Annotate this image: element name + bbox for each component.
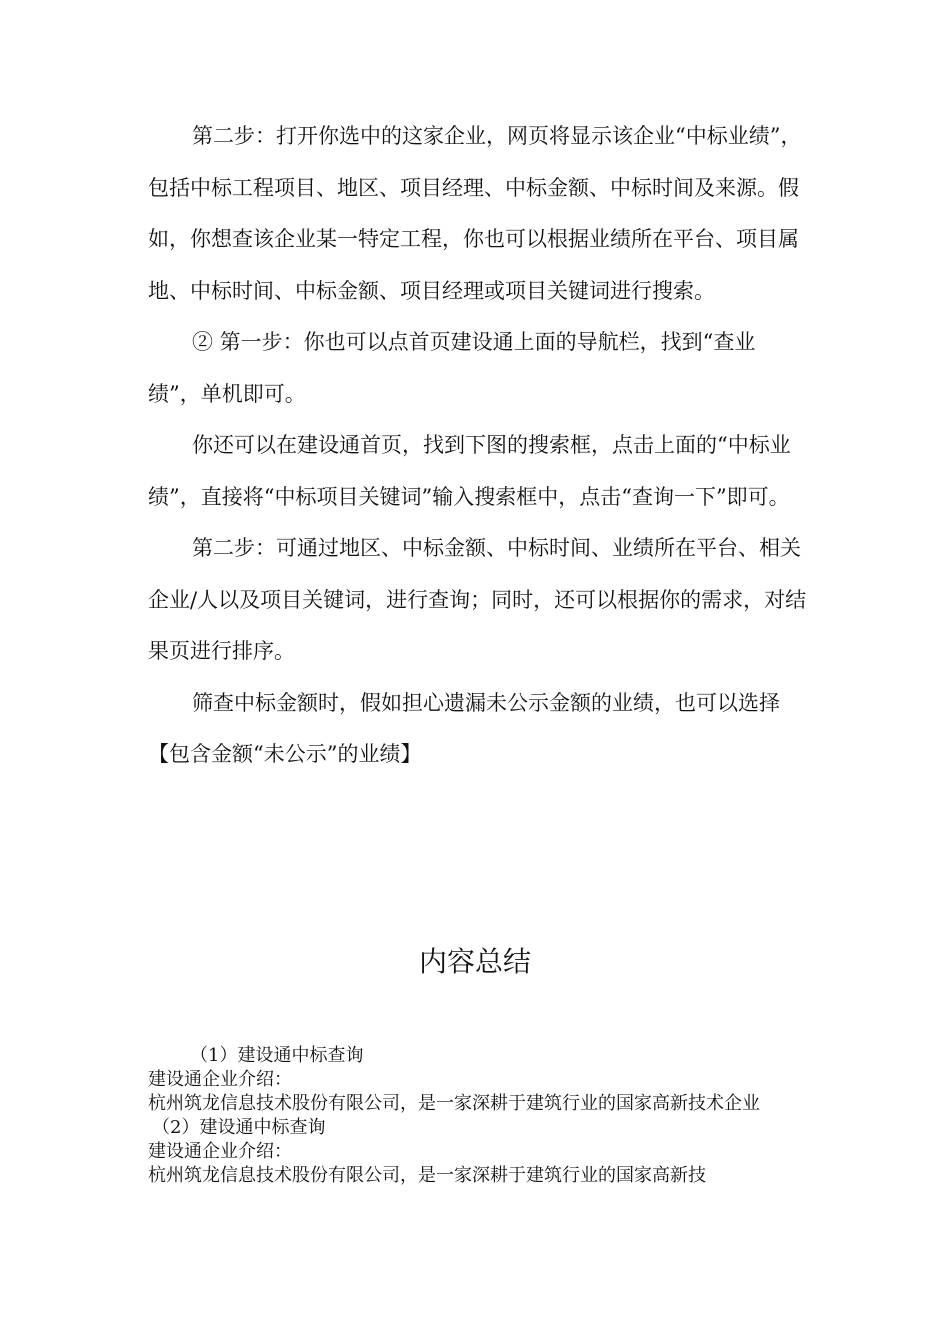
paragraph: 你还可以在建设通首页，找到下图的搜索框，点击上面的“中标业绩”，直接将“中标项目关键词”输入搜索框中，点击“查询一下”即可。: [148, 433, 791, 509]
summary-line: 建设通企业介绍：: [148, 1141, 292, 1162]
paragraph: ② 第一步：你也可以点首页建设通上面的导航栏，找到“查业绩”，单机即可。: [148, 330, 756, 406]
summary-line: （2）建设通中标查询: [152, 1117, 326, 1138]
summary-line: 杭州筑龙信息技术股份有限公司，是一家深耕于建筑行业的国家高新技术企业: [148, 1093, 760, 1114]
summary-section: [148, 1044, 808, 1188]
paragraph: 第二步：打开你选中的这家企业，网页将显示该企业“中标业绩”，包括中标工程项目、地区、项目经理、中标金额、中标时间及来源。假如，你想查该企业某一特定工程，你也可以根据业绩所在平台、项目属地、中标时间、中标金额、项目经理或项目关键词进行搜索。: [148, 124, 802, 303]
body-text: [148, 111, 808, 781]
summary-title: 内容总结: [418, 945, 531, 978]
summary-line: 杭州筑龙信息技术股份有限公司，是一家深耕于建筑行业的国家高新技: [148, 1165, 706, 1186]
summary-line: （1）建设通中标查询: [190, 1045, 364, 1066]
paragraph: 第二步：可通过地区、中标金额、中标时间、业绩所在平台、相关企业/人以及项目关键词，进行查询；同时，还可以根据你的需求，对结果页进行排序。: [148, 536, 807, 663]
summary-line: 建设通企业介绍：: [148, 1069, 292, 1090]
paragraph: 筛查中标金额时，假如担心遗漏未公示金额的业绩，也可以选择【包含金额“未公示”的业绩】: [148, 690, 780, 766]
